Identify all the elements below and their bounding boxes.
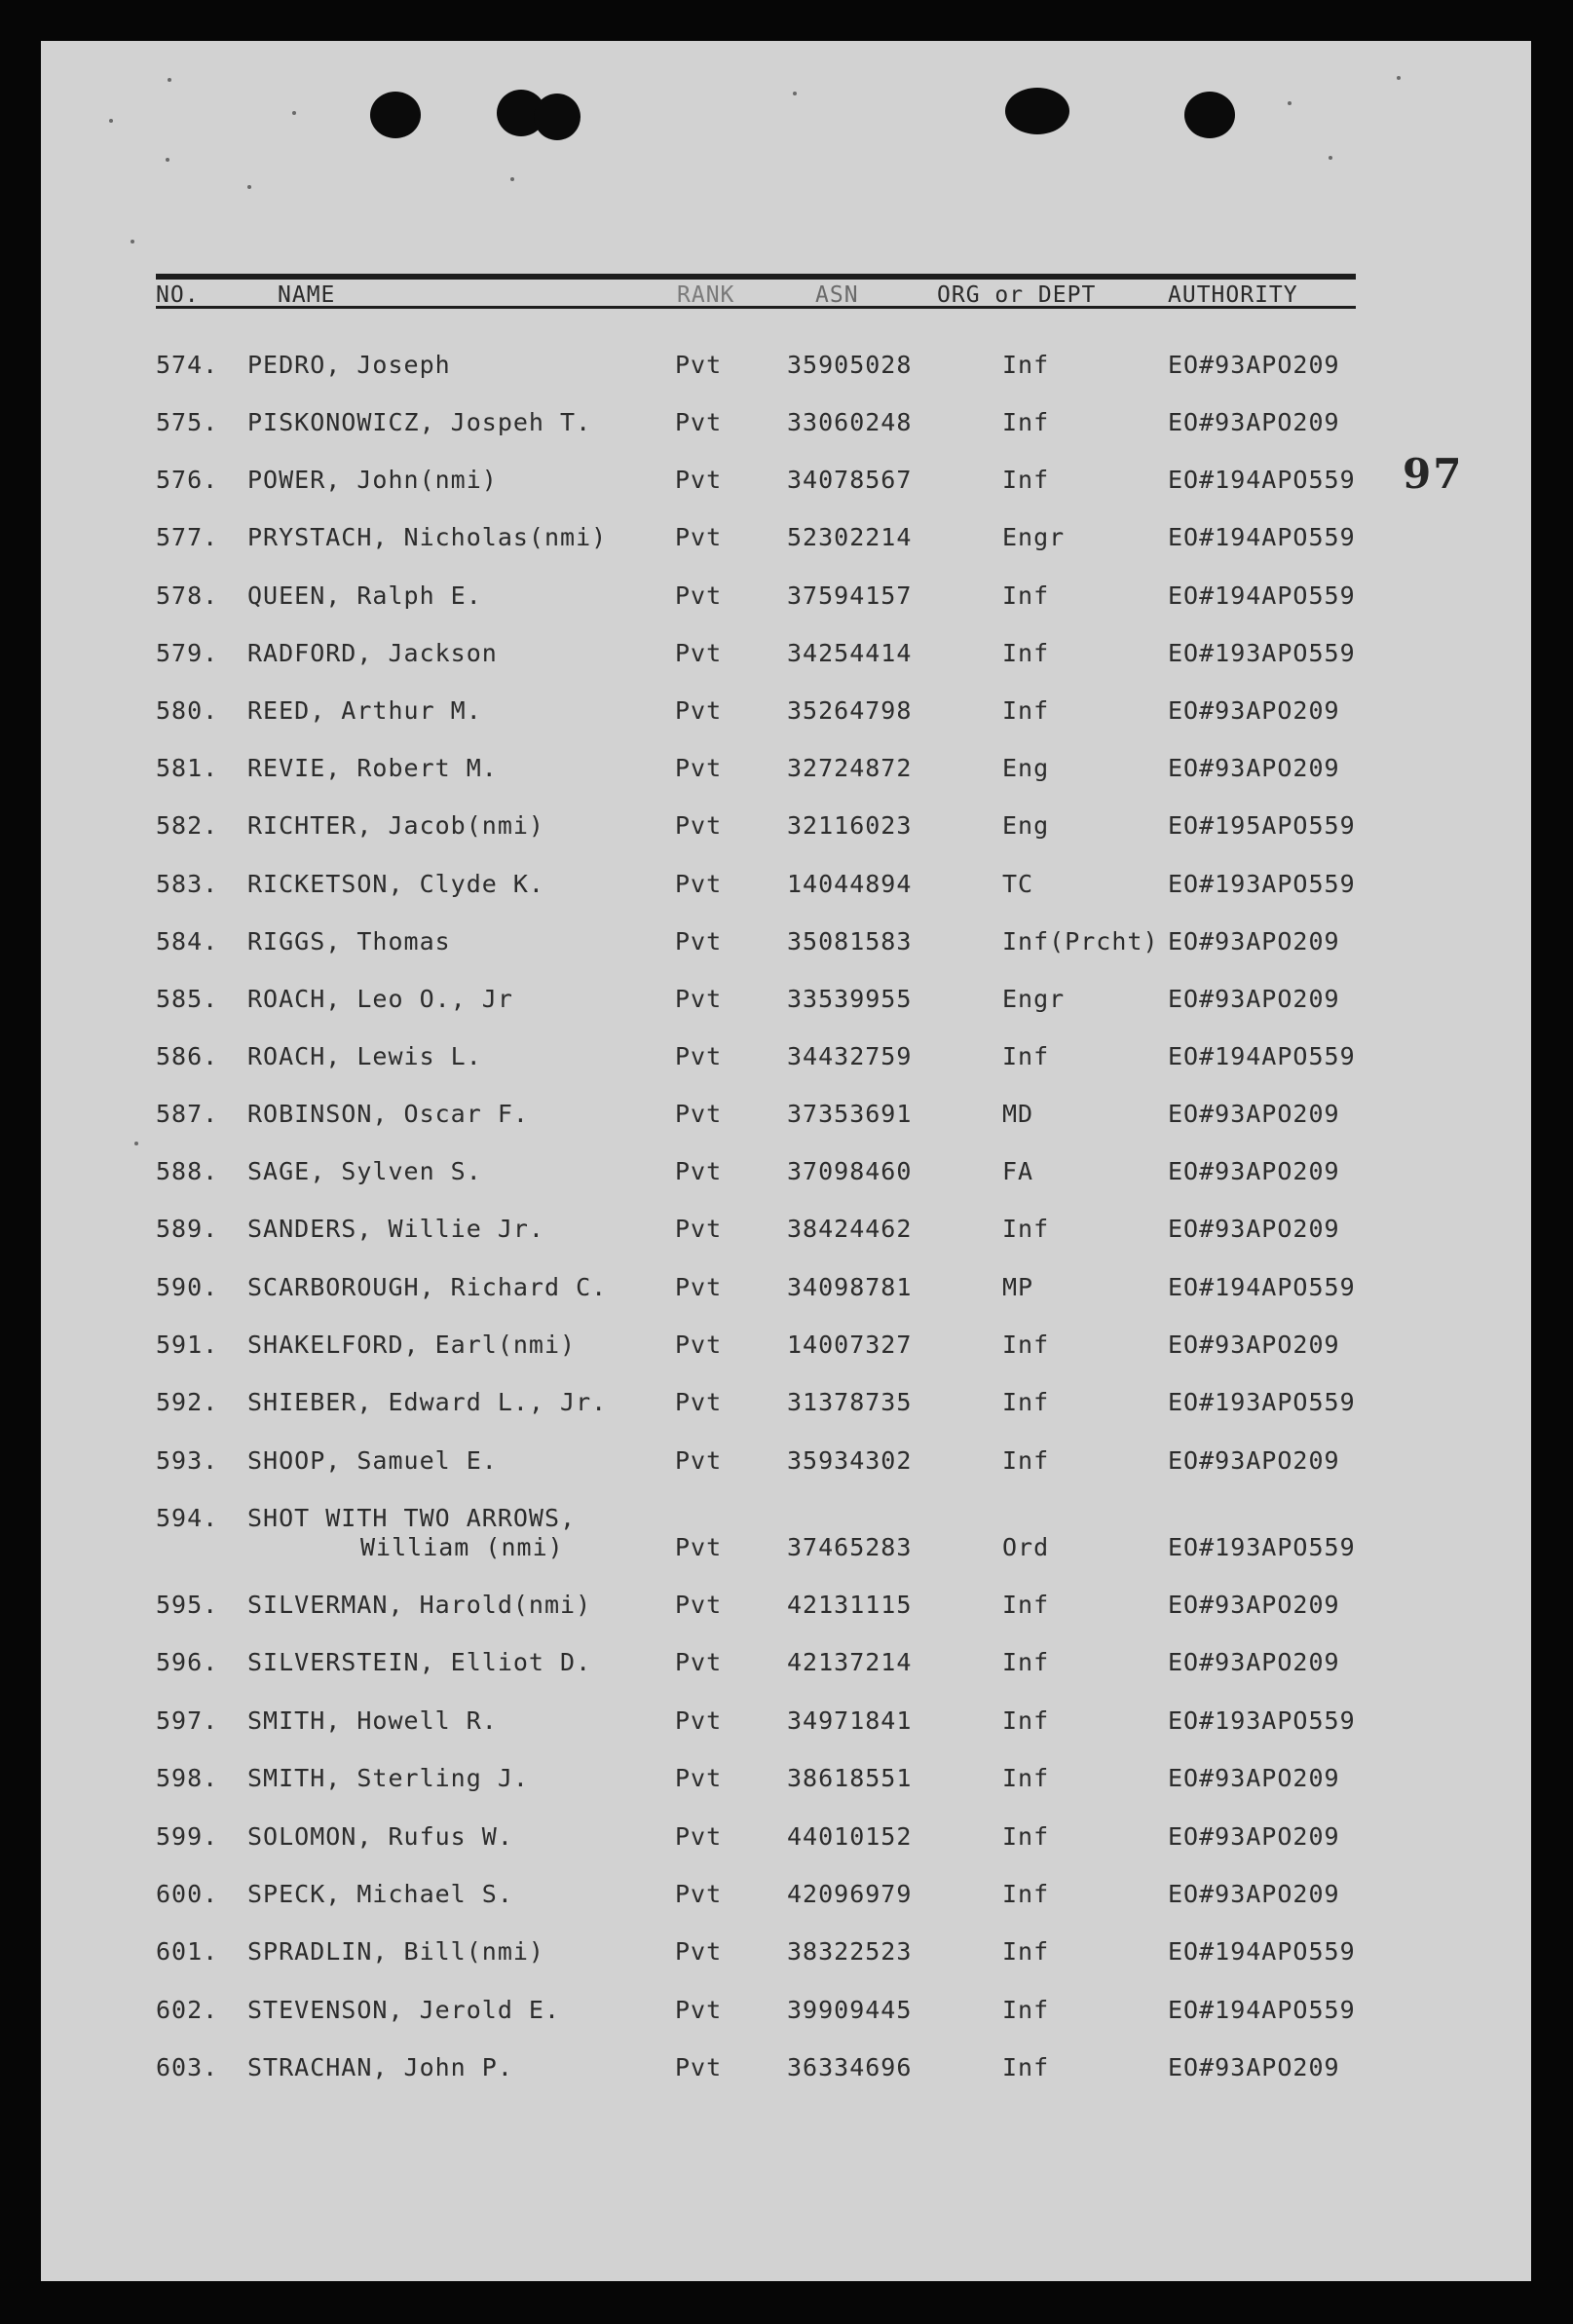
row-name: SMITH, Sterling J.	[247, 1764, 529, 1792]
row-number: 597.	[156, 1706, 219, 1735]
row-asn: 37594157	[787, 581, 913, 610]
row-name: SHIEBER, Edward L., Jr.	[247, 1388, 608, 1416]
row-name: STEVENSON, Jerold E.	[247, 1996, 561, 2024]
row-org: Inf	[1002, 1388, 1050, 1416]
row-number: 598.	[156, 1764, 219, 1792]
speck	[510, 177, 514, 181]
row-number: 581.	[156, 754, 219, 782]
punch-hole-3	[534, 94, 581, 140]
row-authority: EO#93APO209	[1168, 1764, 1340, 1792]
row-asn: 35905028	[787, 351, 913, 379]
speck	[292, 111, 296, 115]
row-name: QUEEN, Ralph E.	[247, 581, 482, 610]
row-asn: 37353691	[787, 1100, 913, 1128]
row-number: 579.	[156, 639, 219, 667]
row-authority: EO#93APO209	[1168, 351, 1340, 379]
table-row	[41, 696, 1531, 735]
row-name: SCARBOROUGH, Richard C.	[247, 1273, 608, 1301]
row-rank: Pvt	[675, 466, 723, 494]
row-authority: EO#93APO209	[1168, 754, 1340, 782]
row-number: 589.	[156, 1215, 219, 1243]
table-row	[41, 1504, 1531, 1561]
row-rank: Pvt	[675, 1648, 723, 1676]
row-authority: EO#193APO559	[1168, 639, 1356, 667]
row-number: 595.	[156, 1591, 219, 1619]
table-row	[41, 1648, 1531, 1687]
row-name: SHOOP, Samuel E.	[247, 1446, 498, 1475]
row-authority: EO#194APO559	[1168, 466, 1356, 494]
row-rank: Pvt	[675, 351, 723, 379]
row-org: Engr	[1002, 523, 1066, 551]
row-name: SOLOMON, Rufus W.	[247, 1822, 513, 1851]
row-name: SPECK, Michael S.	[247, 1880, 513, 1908]
row-org: Eng	[1002, 754, 1050, 782]
row-rank: Pvt	[675, 523, 723, 551]
row-authority: EO#194APO559	[1168, 523, 1356, 551]
row-asn: 34098781	[787, 1273, 913, 1301]
row-rank: Pvt	[675, 696, 723, 725]
row-asn: 34078567	[787, 466, 913, 494]
row-number: 575.	[156, 408, 219, 436]
row-rank: Pvt	[675, 1533, 723, 1561]
row-rank: Pvt	[675, 1100, 723, 1128]
row-asn: 42137214	[787, 1648, 913, 1676]
row-rank: Pvt	[675, 408, 723, 436]
row-authority: EO#195APO559	[1168, 811, 1356, 840]
row-rank: Pvt	[675, 1591, 723, 1619]
row-authority: EO#93APO209	[1168, 1446, 1340, 1475]
row-rank: Pvt	[675, 1764, 723, 1792]
speck	[131, 240, 134, 244]
row-org: Inf	[1002, 1331, 1050, 1359]
row-number: 585.	[156, 985, 219, 1013]
row-asn: 38618551	[787, 1764, 913, 1792]
row-authority: EO#93APO209	[1168, 927, 1340, 956]
row-org: Inf	[1002, 1880, 1050, 1908]
row-org: Inf	[1002, 1042, 1050, 1070]
row-name: SHOT WITH TWO ARROWS,	[247, 1504, 577, 1532]
row-rank: Pvt	[675, 581, 723, 610]
row-number: 603.	[156, 2053, 219, 2081]
table-row	[41, 639, 1531, 678]
table-row	[41, 927, 1531, 966]
row-authority: EO#93APO209	[1168, 2053, 1340, 2081]
table-row	[41, 1215, 1531, 1254]
row-name: RICKETSON, Clyde K.	[247, 870, 544, 898]
row-asn: 38424462	[787, 1215, 913, 1243]
row-org: FA	[1002, 1157, 1034, 1185]
row-number: 600.	[156, 1880, 219, 1908]
row-asn: 14044894	[787, 870, 913, 898]
row-asn: 34254414	[787, 639, 913, 667]
header-rank: RANK	[677, 282, 735, 308]
row-org: Inf	[1002, 581, 1050, 610]
row-authority: EO#93APO209	[1168, 1648, 1340, 1676]
row-name: SANDERS, Willie Jr.	[247, 1215, 544, 1243]
row-rank: Pvt	[675, 811, 723, 840]
row-name: SPRADLIN, Bill(nmi)	[247, 1937, 544, 1966]
table-row	[41, 1042, 1531, 1081]
row-name: STRACHAN, John P.	[247, 2053, 513, 2081]
table-row	[41, 1446, 1531, 1485]
header-authority: AUTHORITY	[1168, 282, 1298, 308]
row-rank: Pvt	[675, 1042, 723, 1070]
speck	[1288, 101, 1292, 105]
row-rank: Pvt	[675, 754, 723, 782]
row-authority: EO#194APO559	[1168, 581, 1356, 610]
row-authority: EO#93APO209	[1168, 1591, 1340, 1619]
row-number: 602.	[156, 1996, 219, 2024]
row-asn: 39909445	[787, 1996, 913, 2024]
row-number: 587.	[156, 1100, 219, 1128]
table-row	[41, 351, 1531, 390]
row-number: 596.	[156, 1648, 219, 1676]
row-authority: EO#194APO559	[1168, 1042, 1356, 1070]
table-row	[41, 754, 1531, 793]
row-org: Eng	[1002, 811, 1050, 840]
row-asn: 52302214	[787, 523, 913, 551]
speck	[166, 158, 169, 162]
row-number: 577.	[156, 523, 219, 551]
row-name: SMITH, Howell R.	[247, 1706, 498, 1735]
row-authority: EO#93APO209	[1168, 1215, 1340, 1243]
row-asn: 33060248	[787, 408, 913, 436]
table-row	[41, 581, 1531, 620]
row-name: ROACH, Leo O., Jr	[247, 985, 513, 1013]
row-name: RADFORD, Jackson	[247, 639, 498, 667]
row-authority: EO#93APO209	[1168, 1157, 1340, 1185]
table-row	[41, 1937, 1531, 1976]
row-rank: Pvt	[675, 639, 723, 667]
row-org: Inf	[1002, 351, 1050, 379]
speck	[1397, 76, 1401, 80]
row-rank: Pvt	[675, 1215, 723, 1243]
table-row	[41, 1880, 1531, 1919]
row-org: Inf	[1002, 696, 1050, 725]
table-row	[41, 2053, 1531, 2092]
speck	[168, 78, 171, 82]
row-name: REVIE, Robert M.	[247, 754, 498, 782]
row-rank: Pvt	[675, 1880, 723, 1908]
row-org: Inf	[1002, 1446, 1050, 1475]
row-name: POWER, John(nmi)	[247, 466, 498, 494]
row-authority: EO#193APO559	[1168, 1706, 1356, 1735]
row-org: MD	[1002, 1100, 1034, 1128]
row-rank: Pvt	[675, 2053, 723, 2081]
table-row	[41, 523, 1531, 562]
header-asn: ASN	[815, 282, 859, 308]
row-name-continued: William (nmi)	[360, 1533, 564, 1561]
table-row	[41, 1706, 1531, 1745]
table-row	[41, 1996, 1531, 2035]
row-number: 576.	[156, 466, 219, 494]
row-org: Inf	[1002, 1822, 1050, 1851]
row-name: PRYSTACH, Nicholas(nmi)	[247, 523, 608, 551]
table-row	[41, 466, 1531, 505]
row-org: Ord	[1002, 1533, 1050, 1561]
row-asn: 34971841	[787, 1706, 913, 1735]
row-rank: Pvt	[675, 1331, 723, 1359]
row-org: Inf	[1002, 1937, 1050, 1966]
row-asn: 35264798	[787, 696, 913, 725]
row-org: Inf	[1002, 639, 1050, 667]
row-org: Inf	[1002, 1764, 1050, 1792]
row-asn: 33539955	[787, 985, 913, 1013]
row-name: SHAKELFORD, Earl(nmi)	[247, 1331, 577, 1359]
header-org: ORG or DEPT	[937, 282, 1097, 308]
row-number: 582.	[156, 811, 219, 840]
page-number: 97	[1403, 450, 1464, 498]
row-number: 584.	[156, 927, 219, 956]
row-asn: 31378735	[787, 1388, 913, 1416]
row-number: 574.	[156, 351, 219, 379]
row-authority: EO#93APO209	[1168, 1331, 1340, 1359]
speck	[109, 119, 113, 123]
row-authority: EO#93APO209	[1168, 985, 1340, 1013]
row-number: 601.	[156, 1937, 219, 1966]
row-authority: EO#93APO209	[1168, 1100, 1340, 1128]
speck	[793, 92, 797, 95]
table-row	[41, 1591, 1531, 1630]
speck	[247, 185, 251, 189]
header-name: NAME	[278, 282, 336, 308]
row-number: 586.	[156, 1042, 219, 1070]
table-row	[41, 1157, 1531, 1196]
row-number: 592.	[156, 1388, 219, 1416]
row-rank: Pvt	[675, 1822, 723, 1851]
row-org: Inf	[1002, 1591, 1050, 1619]
row-org: Inf	[1002, 408, 1050, 436]
speck	[134, 1142, 138, 1145]
row-asn: 44010152	[787, 1822, 913, 1851]
row-name: SAGE, Sylven S.	[247, 1157, 482, 1185]
header-top-rule	[156, 274, 1356, 280]
row-number: 578.	[156, 581, 219, 610]
row-authority: EO#193APO559	[1168, 1388, 1356, 1416]
row-authority: EO#194APO559	[1168, 1996, 1356, 2024]
row-authority: EO#93APO209	[1168, 696, 1340, 725]
row-org: Inf(Prcht)	[1002, 927, 1159, 956]
row-name: ROBINSON, Oscar F.	[247, 1100, 529, 1128]
document-page	[41, 41, 1531, 2281]
table-row	[41, 1388, 1531, 1427]
row-asn: 34432759	[787, 1042, 913, 1070]
row-name: RIGGS, Thomas	[247, 927, 451, 956]
row-authority: EO#93APO209	[1168, 408, 1340, 436]
row-asn: 42131115	[787, 1591, 913, 1619]
row-number: 591.	[156, 1331, 219, 1359]
table-row	[41, 1331, 1531, 1369]
row-asn: 32724872	[787, 754, 913, 782]
row-name: PISKONOWICZ, Jospeh T.	[247, 408, 592, 436]
row-asn: 35081583	[787, 927, 913, 956]
row-name: SILVERMAN, Harold(nmi)	[247, 1591, 592, 1619]
row-org: Inf	[1002, 1215, 1050, 1243]
punch-hole-1	[370, 92, 421, 138]
row-org: Inf	[1002, 1648, 1050, 1676]
table-row	[41, 1822, 1531, 1861]
row-asn: 37465283	[787, 1533, 913, 1561]
row-name: REED, Arthur M.	[247, 696, 482, 725]
row-asn: 37098460	[787, 1157, 913, 1185]
row-rank: Pvt	[675, 870, 723, 898]
row-org: Inf	[1002, 1996, 1050, 2024]
row-asn: 36334696	[787, 2053, 913, 2081]
punch-hole-5	[1184, 92, 1235, 138]
row-name: ROACH, Lewis L.	[247, 1042, 482, 1070]
table-row	[41, 1764, 1531, 1803]
row-rank: Pvt	[675, 1388, 723, 1416]
row-authority: EO#93APO209	[1168, 1822, 1340, 1851]
row-asn: 35934302	[787, 1446, 913, 1475]
row-org: TC	[1002, 870, 1034, 898]
row-rank: Pvt	[675, 985, 723, 1013]
row-rank: Pvt	[675, 1157, 723, 1185]
row-authority: EO#93APO209	[1168, 1880, 1340, 1908]
row-number: 599.	[156, 1822, 219, 1851]
row-number: 593.	[156, 1446, 219, 1475]
table-row	[41, 811, 1531, 850]
table-row	[41, 1100, 1531, 1139]
row-name: SILVERSTEIN, Elliot D.	[247, 1648, 592, 1676]
row-authority: EO#193APO559	[1168, 1533, 1356, 1561]
row-org: MP	[1002, 1273, 1034, 1301]
row-asn: 32116023	[787, 811, 913, 840]
table-row	[41, 1273, 1531, 1312]
table-row	[41, 408, 1531, 447]
header-no: NO.	[156, 282, 200, 308]
row-authority: EO#194APO559	[1168, 1273, 1356, 1301]
row-asn: 14007327	[787, 1331, 913, 1359]
row-rank: Pvt	[675, 1996, 723, 2024]
speck	[1329, 156, 1332, 160]
row-name: RICHTER, Jacob(nmi)	[247, 811, 544, 840]
row-asn: 42096979	[787, 1880, 913, 1908]
row-name: PEDRO, Joseph	[247, 351, 451, 379]
row-authority: EO#194APO559	[1168, 1937, 1356, 1966]
row-rank: Pvt	[675, 1446, 723, 1475]
row-rank: Pvt	[675, 1937, 723, 1966]
row-authority: EO#193APO559	[1168, 870, 1356, 898]
row-number: 580.	[156, 696, 219, 725]
row-rank: Pvt	[675, 1273, 723, 1301]
row-org: Inf	[1002, 2053, 1050, 2081]
row-number: 588.	[156, 1157, 219, 1185]
row-asn: 38322523	[787, 1937, 913, 1966]
row-org: Engr	[1002, 985, 1066, 1013]
punch-hole-4	[1005, 88, 1069, 134]
row-rank: Pvt	[675, 927, 723, 956]
row-number: 583.	[156, 870, 219, 898]
row-number: 590.	[156, 1273, 219, 1301]
table-row	[41, 985, 1531, 1024]
table-row	[41, 870, 1531, 909]
row-number: 594.	[156, 1504, 219, 1532]
row-org: Inf	[1002, 466, 1050, 494]
row-org: Inf	[1002, 1706, 1050, 1735]
row-rank: Pvt	[675, 1706, 723, 1735]
